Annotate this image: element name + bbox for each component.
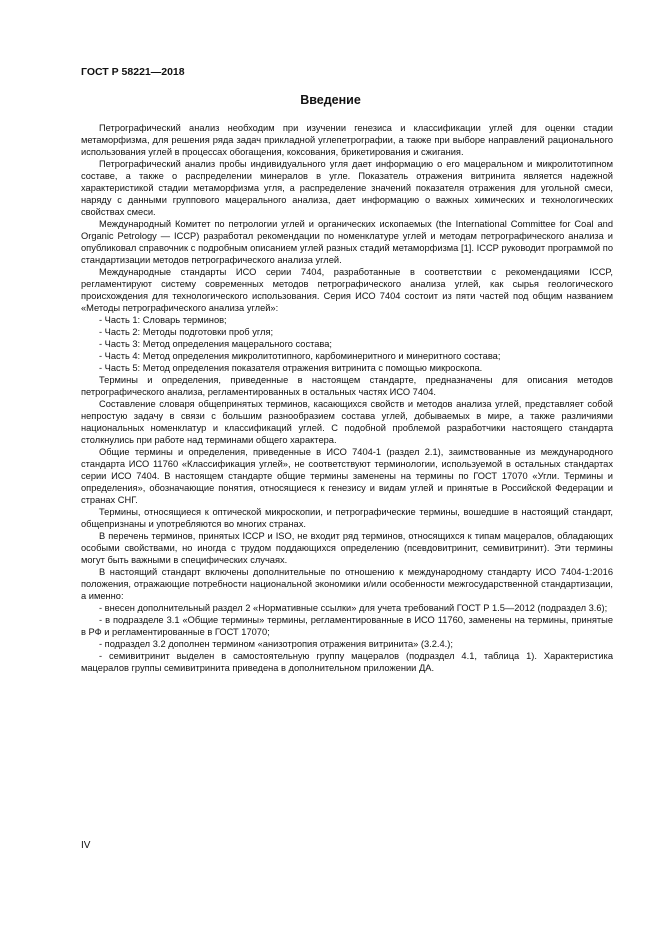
paragraph: Термины, относящиеся к оптической микроскопии, и петрографические термины, вошедшие в настоящий стандарт, общепризнаны и употребляются во многих странах. xyxy=(81,507,613,529)
page-number: IV xyxy=(81,840,91,851)
paragraph: Международный Комитет по петрологии углей и органических ископаемых (the International Committee for Coal and Organic Petrology — ICCP) разработал рекомендации по номенклатуре углей и методам петрографического анализа и опубликовал справочник с подробным описанием углей разных стадий метаморфизма [1]. ICCP руководит программой по стандартизации методов петрографического анализа углей. xyxy=(81,219,613,265)
paragraph: В перечень терминов, принятых ICCP и ISO, не входит ряд терминов, относящихся к типам мацералов, обладающих особыми свойствами, но иногда с трудом поддающихся определению (псевдовитринит, семивитринит). Эти термины могут быть важными в специфических случаях. xyxy=(81,531,613,565)
list-item: - в подразделе 3.1 «Общие термины» термины, регламентированные в ИСО 11760, заменены на термины, принятые в РФ и регламентированные в ГОСТ 17070; xyxy=(81,615,613,637)
paragraph: Петрографический анализ необходим при изучении генезиса и классификации углей для оценки стадии метаморфизма, для решения ряда задач прикладной углепетрографии, а также при выборе направлений рационального использования углей в процессах обогащения, коксования, брикетирования и сжигания. xyxy=(81,123,613,157)
list-item: - подраздел 3.2 дополнен термином «анизотропия отражения витринита» (3.2.4.); xyxy=(99,639,453,649)
list-item: - Часть 3: Метод определения мацерального состава; xyxy=(99,339,333,349)
list-item: - Часть 1: Словарь терминов; xyxy=(99,315,227,325)
paragraph: Термины и определения, приведенные в настоящем стандарте, предназначены для описания методов петрографического анализа, регламентированных в остальных частях ИСО 7404. xyxy=(81,375,613,397)
section-body xyxy=(81,122,613,674)
paragraph: Петрографический анализ пробы индивидуального угля дает информацию о его мацеральном и микролитотипном составе, а также о распределении минералов в угле. Показатель отражения витринита является надежной характеристикой стадии метаморфизма угля, а распределение значений показателя отражения для угольной смеси, наряду с данными группового мацерального анализа, дает информацию о важных химических и технологических свойствах смеси. xyxy=(81,159,613,217)
list-item: - внесен дополнительный раздел 2 «Нормативные ссылки» для учета требований ГОСТ Р 1.5—2012 (подраздел 3.6); xyxy=(99,603,608,613)
paragraph: Составление словаря общепринятых терминов, касающихся свойств и методов анализа углей, представляет собой непростую задачу в связи с большим разнообразием состава углей, добываемых в мире, а также различиями национальных номенклатур и классификаций углей. С подобной проблемой разработчики настоящего стандарта столкнулись при работе над терминами общего характера. xyxy=(81,399,613,445)
list-item: - Часть 5: Метод определения показателя отражения витринита с помощью микроскопа. xyxy=(99,363,483,373)
paragraph: Общие термины и определения, приведенные в ИСО 7404-1 (раздел 2.1), заимствованные из международного стандарта ИСО 11760 «Классификация углей», не соответствуют терминологии, используемой в остальных стандартах серии ИСО 7404. В настоящем стандарте общие термины заменены на термины по ГОСТ 17070 «Угли. Термины и определения», обозначающие понятия, относящиеся к генезису и видам углей и принятые в Российской Федерации и странах СНГ. xyxy=(81,447,613,505)
paragraph: В настоящий стандарт включены дополнительные по отношению к международному стандарту ИСО 7404-1:2016 положения, отражающие потребности национальной экономики и/или особенности межгосударственной стандартизации, а именно: xyxy=(81,567,613,601)
document-header-id: ГОСТ Р 58221—2018 xyxy=(81,66,185,78)
section-title: Введение xyxy=(300,93,361,107)
list-item: - семивитринит выделен в самостоятельную группу мацералов (подраздел 4.1, таблица 1). Характеристика мацералов группы семивитринита приведена в дополнительном приложении ДА. xyxy=(81,651,613,673)
list-item: - Часть 4: Метод определения микролитотипного, карбоминеритного и минеритного состава; xyxy=(99,351,501,361)
paragraph: Международные стандарты ИСО серии 7404, разработанные в соответствии с рекомендациями ICCP, регламентируют систему современных методов петрографического анализа углей, как сырья геологического происхождения для технологического использования. Серия ИСО 7404 состоит из пяти частей под общим названием «Методы петрографического анализа углей»: xyxy=(81,267,613,313)
list-item: - Часть 2: Методы подготовки проб угля; xyxy=(99,327,274,337)
